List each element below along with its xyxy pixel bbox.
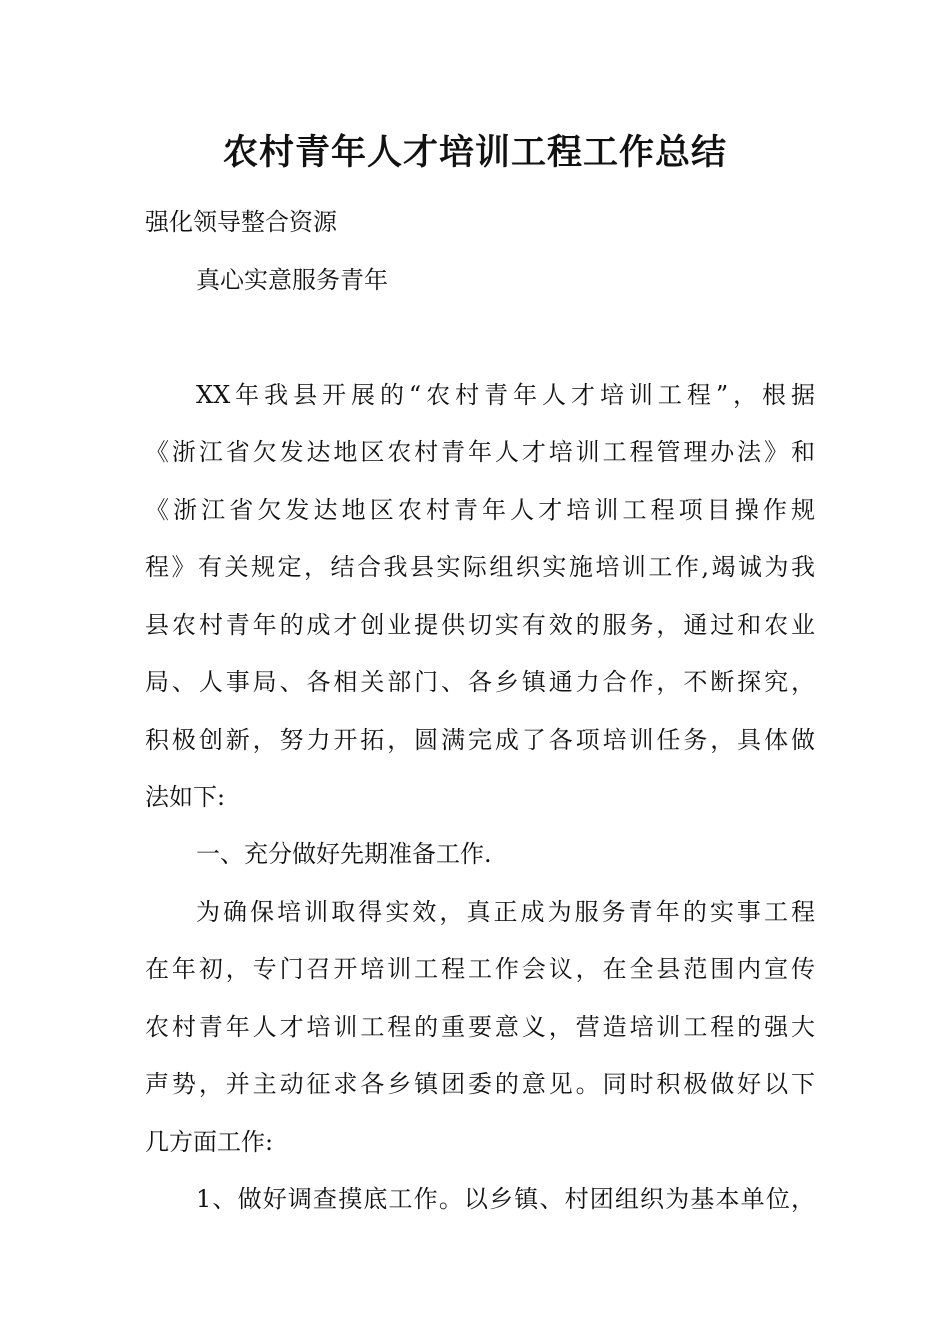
body-line: 声势，并主动征求各乡镇团委的意见。同时积极做好以下 — [145, 1070, 815, 1098]
body-line: 几方面工作: — [145, 1128, 274, 1156]
body-line: 1、做好调查摸底工作。以乡镇、村团组织为基本单位， — [196, 1185, 815, 1213]
subtitle-line: 强化领导整合资源 — [145, 208, 337, 236]
section-heading: 一、充分做好先期准备工作. — [196, 840, 492, 868]
body-line: XX年我县开展的“农村青年人才培训工程”，根据 — [196, 381, 815, 409]
body-line: 农村青年人才培训工程的重要意义，营造培训工程的强大 — [145, 1013, 815, 1041]
document-title: 农村青年人才培训工程工作总结 — [222, 133, 727, 173]
subtitle-line: 真心实意服务青年 — [196, 266, 388, 294]
body-line: 县农村青年的成才创业提供切实有效的服务，通过和农业 — [145, 611, 815, 639]
body-line: 程》有关规定，结合我县实际组织实施培训工作,竭诚为我 — [145, 553, 815, 581]
body-line: 局、人事局、各相关部门、各乡镇通力合作，不断探究， — [145, 668, 815, 696]
body-line: 《浙江省欠发达地区农村青年人才培训工程管理办法》和 — [145, 438, 815, 466]
body-line: 《浙江省欠发达地区农村青年人才培训工程项目操作规 — [145, 496, 815, 524]
body-line: 为确保培训取得实效，真正成为服务青年的实事工程 — [196, 898, 815, 926]
body-line: 在年初，专门召开培训工程工作会议，在全县范围内宣传 — [145, 955, 815, 983]
body-line: 法如下: — [145, 783, 226, 811]
body-line: 积极创新，努力开拓，圆满完成了各项培训任务，具体做 — [145, 726, 815, 754]
